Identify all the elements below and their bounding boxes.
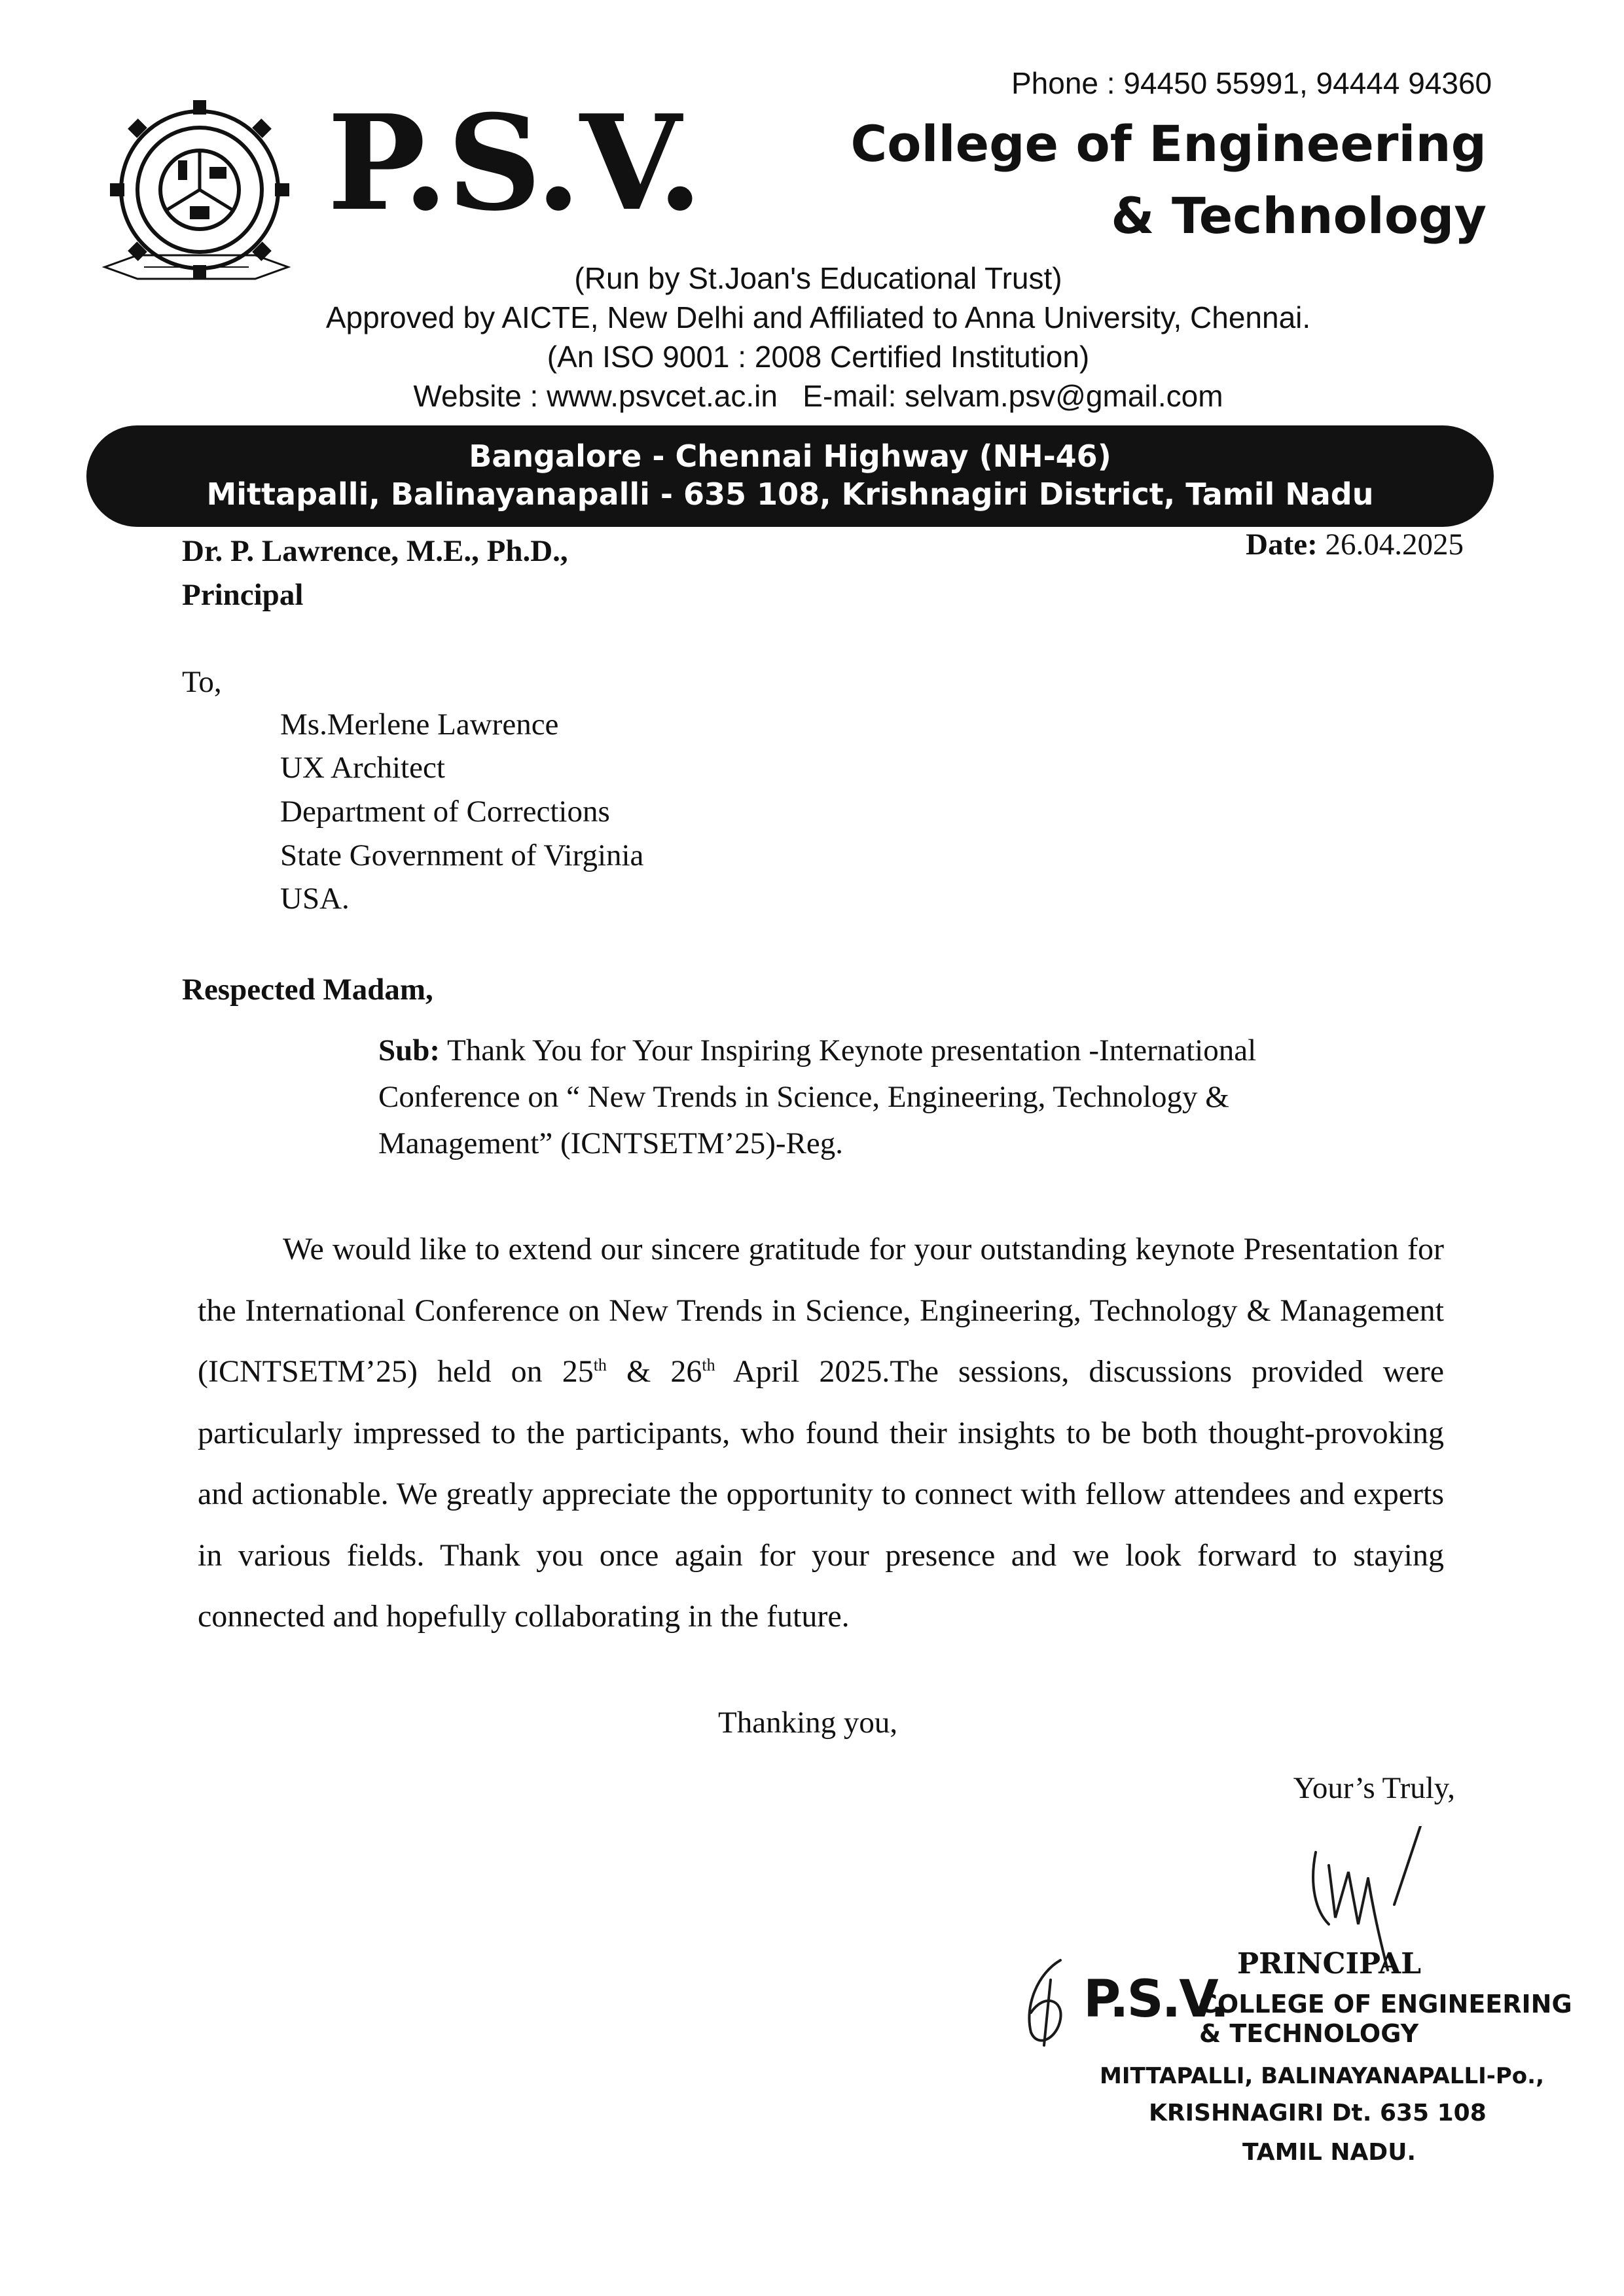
college-name-line2: & Technology <box>1111 187 1487 245</box>
seal-title: PRINCIPAL <box>1237 1947 1422 1981</box>
body-amp: & 26 <box>606 1354 702 1389</box>
subject-text: Thank You for Your Inspiring Keynote presentation -International Conference on “ New Trends in Science, Engineering, Technology & Management” (ICNTSETM’25)-Reg. <box>378 1033 1257 1160</box>
college-name-line1: College of Engineering <box>850 115 1487 173</box>
seal-college-line2: & TECHNOLOGY <box>1199 2019 1419 2048</box>
yours-truly: Your’s Truly, <box>1293 1771 1455 1805</box>
seal-college-line1: COLLEGE OF ENGINEERING <box>1199 1990 1572 2018</box>
date-value: 26.04.2025 <box>1325 528 1464 562</box>
approval-line: Approved by AICTE, New Delhi and Affiliated to Anna University, Chennai. <box>325 300 1311 334</box>
body-paragraph <box>198 1219 1444 1647</box>
address-line2: Mittapalli, Balinayanapalli - 635 108, Krishnagiri District, Tamil Nadu <box>206 476 1374 512</box>
body-part1: We would like to extend our sincere gratitude for your outstanding keynote Presentation for the International Conference on New Trends in Science, Engineering, Technology & Management (ICNTSETM’25) held on 25 <box>198 1232 1444 1389</box>
recipient-name: Ms.Merlene Lawrence <box>280 708 559 742</box>
website-link[interactable]: Website : www.psvcet.ac.in <box>413 379 778 413</box>
address-band <box>86 425 1494 527</box>
body-part2: April 2025.The sessions, discussions provided were particularly impressed to the participants, who found their insights to be both thought-provoking and actionable. We greatly appreciate the opportunity to connect with fellow attendees and experts in various fields. Thank you once again for your presence and we look forward to staying connected and hopefully collaborating in the future. <box>198 1354 1445 1634</box>
recipient-department: Department of Corrections <box>280 795 610 829</box>
seal-address-line2: KRISHNAGIRI Dt. 635 108 <box>1149 2100 1487 2126</box>
address-line1: Bangalore - Chennai Highway (NH-46) <box>469 439 1111 474</box>
iso-line: (An ISO 9001 : 2008 Certified Institution) <box>547 340 1090 374</box>
contact-line <box>98 376 1538 416</box>
body-sup2: th <box>702 1355 715 1374</box>
letter-date <box>1246 527 1464 562</box>
phone-numbers: Phone : 94450 55991, 94444 94360 <box>1011 66 1492 100</box>
body-sup1: th <box>593 1355 607 1374</box>
email-link[interactable]: E-mail: selvam.psv@gmail.com <box>803 379 1223 413</box>
to-label: To, <box>182 665 222 699</box>
recipient-organization: State Government of Virginia <box>280 838 644 872</box>
recipient-country: USA. <box>280 882 350 916</box>
recipient-title: UX Architect <box>280 751 445 785</box>
college-short-name: P.S.V. <box>327 86 702 240</box>
subject-line <box>378 1028 1399 1167</box>
sender-role: Principal <box>182 578 304 612</box>
sender-name: Dr. P. Lawrence, M.E., Ph.D., <box>182 534 568 568</box>
seal-address-line3: TAMIL NADU. <box>1242 2139 1416 2166</box>
subject-label: Sub: <box>378 1033 441 1067</box>
date-label: Date: <box>1246 528 1318 562</box>
salutation: Respected Madam, <box>182 973 433 1007</box>
initial-signature-icon <box>1011 1954 1083 2052</box>
seal-address-line1: MITTAPALLI, BALINAYANAPALLI-Po., <box>1100 2063 1544 2089</box>
thanking-line: Thanking you, <box>718 1706 898 1740</box>
seal-short-name: P.S.V. <box>1083 1970 1228 2029</box>
trust-line: (Run by St.Joan's Educational Trust) <box>574 261 1062 295</box>
